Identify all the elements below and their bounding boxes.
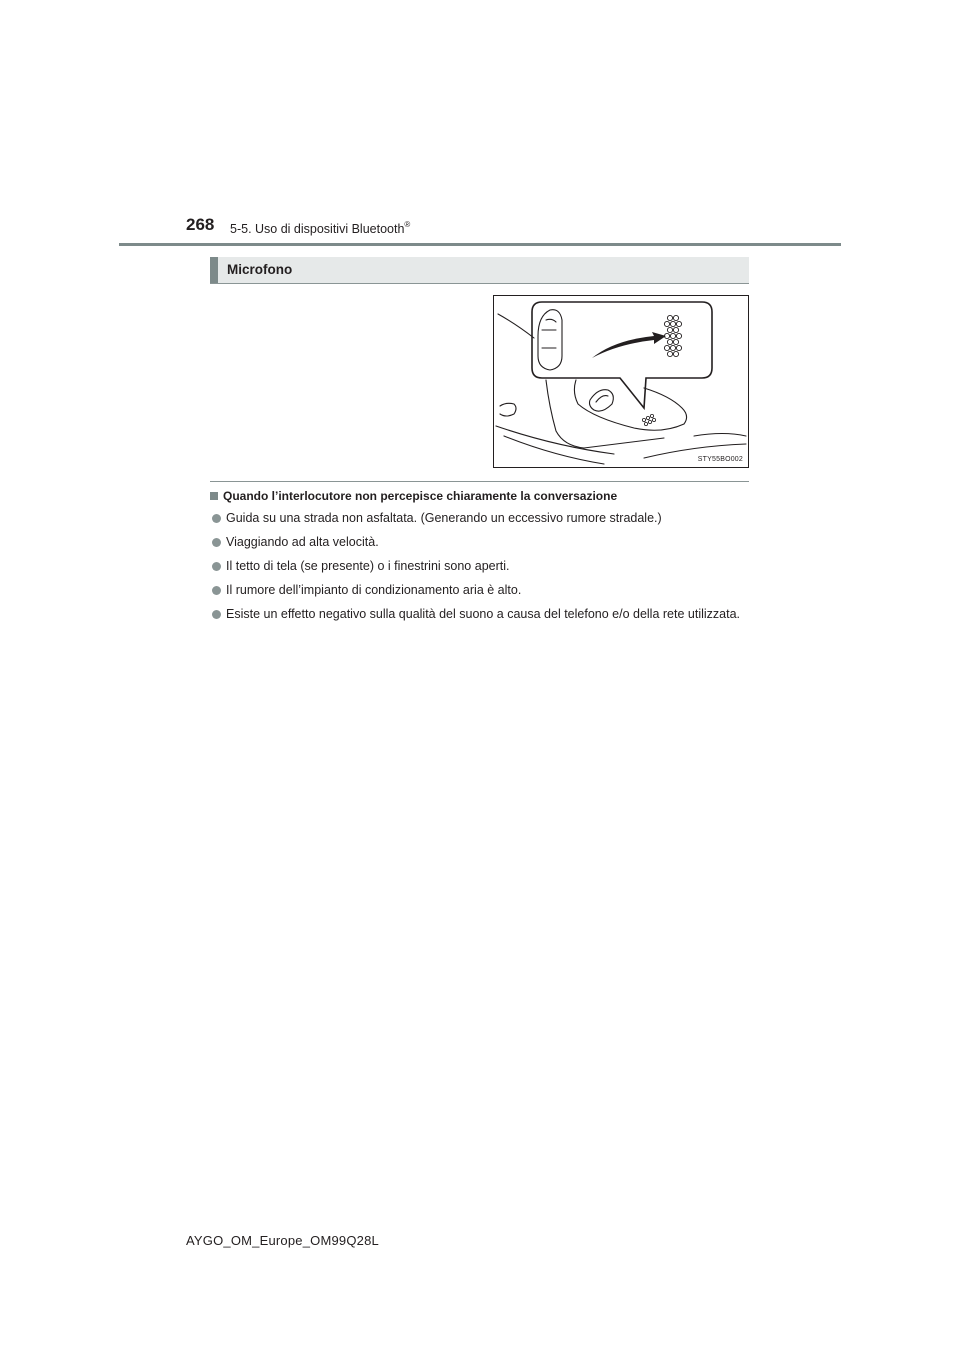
figure-code: STY55BO002 — [697, 456, 743, 463]
note-heading — [210, 489, 755, 503]
square-bullet-icon — [210, 492, 218, 500]
section-title-text: 5-5. Uso di dispositivi Bluetooth — [230, 222, 405, 237]
microphone-illustration — [493, 295, 749, 468]
list-item — [210, 582, 749, 599]
list-item — [210, 558, 749, 575]
bullet-dot-icon — [212, 586, 221, 595]
section-heading-bar — [210, 257, 749, 284]
bullet-dot-icon — [212, 562, 221, 571]
list-item-text: Esiste un effetto negativo sulla qualità del suono a causa del telefono e/o della rete utilizzata. — [226, 607, 741, 621]
microphone-drawing — [494, 296, 748, 467]
list-item — [210, 534, 749, 551]
bullet-dot-icon — [212, 610, 221, 619]
list-item-text: Il tetto di tela (se presente) o i finestrini sono aperti. — [226, 559, 510, 573]
section-heading: Microfono — [227, 262, 293, 277]
header-rule — [119, 243, 841, 246]
bullet-list — [210, 510, 749, 630]
figure-rule — [210, 481, 749, 482]
heading-accent — [210, 257, 218, 283]
note-heading-text: Quando l’interlocutore non percepisce chiaramente la conversazione — [223, 489, 618, 503]
list-item — [210, 606, 749, 623]
registered-mark: ® — [404, 220, 411, 229]
list-item-text: Guida su una strada non asfaltata. (Generando un eccessivo rumore stradale.) — [226, 511, 662, 525]
bullet-dot-icon — [212, 514, 221, 523]
list-item-text: Il rumore dell’impianto di condizionamento aria è alto. — [226, 583, 522, 597]
section-title — [230, 221, 410, 236]
list-item-text: Viaggiando ad alta velocità. — [226, 535, 379, 549]
bullet-dot-icon — [212, 538, 221, 547]
list-item — [210, 510, 749, 527]
page-number: 268 — [186, 215, 215, 234]
footer-doc-id: AYGO_OM_Europe_OM99Q28L — [186, 1233, 379, 1248]
